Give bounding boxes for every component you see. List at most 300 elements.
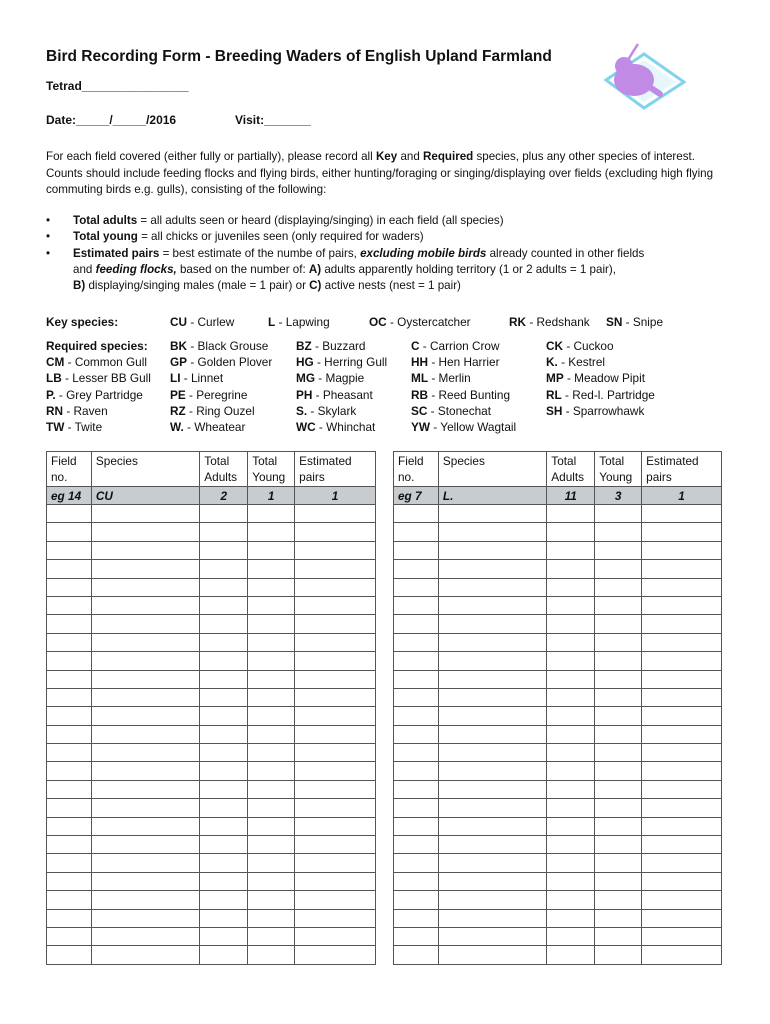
field-no-cell[interactable] xyxy=(47,560,92,578)
total-adults-cell[interactable] xyxy=(200,523,248,541)
total-young-cell[interactable] xyxy=(248,596,295,614)
total-young-cell[interactable] xyxy=(595,505,642,523)
total-adults-cell[interactable] xyxy=(200,872,248,890)
field-no-cell[interactable] xyxy=(394,615,439,633)
table-row xyxy=(47,817,376,835)
total-young-cell[interactable] xyxy=(248,578,295,596)
species-cell[interactable] xyxy=(91,707,199,725)
estimated-pairs-cell[interactable] xyxy=(642,560,722,578)
field-no-cell[interactable] xyxy=(47,505,92,523)
species-cell[interactable] xyxy=(91,652,199,670)
field-no-cell[interactable] xyxy=(394,780,439,798)
total-young-cell[interactable] xyxy=(248,541,295,559)
table-row xyxy=(47,744,376,762)
species-cell[interactable] xyxy=(438,707,546,725)
field-no-cell[interactable] xyxy=(394,872,439,890)
total-young-cell[interactable] xyxy=(595,578,642,596)
species-cell[interactable] xyxy=(91,872,199,890)
total-young-cell[interactable] xyxy=(248,780,295,798)
total-adults-cell[interactable] xyxy=(200,670,248,688)
species-cell[interactable] xyxy=(438,725,546,743)
estimated-pairs-cell[interactable] xyxy=(295,652,376,670)
species-cell[interactable] xyxy=(91,541,199,559)
estimated-pairs-cell[interactable] xyxy=(295,909,376,927)
total-young-cell[interactable] xyxy=(595,560,642,578)
estimated-pairs-cell[interactable] xyxy=(295,578,376,596)
species-cell[interactable] xyxy=(91,560,199,578)
estimated-pairs-cell[interactable] xyxy=(642,578,722,596)
estimated-pairs-cell[interactable] xyxy=(642,817,722,835)
visit-field[interactable]: Visit:_______ xyxy=(235,113,311,127)
species-cell[interactable] xyxy=(91,725,199,743)
table-row xyxy=(394,615,722,633)
total-adults-cell[interactable] xyxy=(547,744,595,762)
species-cell[interactable] xyxy=(438,836,546,854)
total-young-cell[interactable] xyxy=(595,541,642,559)
field-no-cell[interactable] xyxy=(47,744,92,762)
instructions-list xyxy=(46,213,736,294)
species-cell[interactable] xyxy=(438,633,546,651)
species-cell[interactable] xyxy=(91,780,199,798)
species-cell[interactable] xyxy=(91,523,199,541)
estimated-pairs-cell[interactable] xyxy=(295,744,376,762)
total-young-cell[interactable] xyxy=(248,817,295,835)
total-adults-cell[interactable] xyxy=(200,578,248,596)
total-young-cell[interactable] xyxy=(248,946,295,964)
estimated-pairs-cell[interactable] xyxy=(642,872,722,890)
species-cell[interactable] xyxy=(438,909,546,927)
total-adults-cell[interactable] xyxy=(547,523,595,541)
table-row xyxy=(47,596,376,614)
species-cell[interactable] xyxy=(438,505,546,523)
estimated-pairs-cell[interactable] xyxy=(642,780,722,798)
total-young-cell[interactable] xyxy=(248,799,295,817)
species-cell[interactable] xyxy=(91,799,199,817)
estimated-pairs-cell[interactable] xyxy=(295,836,376,854)
table-row xyxy=(47,523,376,541)
field-no-cell[interactable] xyxy=(394,817,439,835)
total-adults-cell[interactable] xyxy=(547,707,595,725)
species-cell[interactable] xyxy=(438,523,546,541)
total-young-cell[interactable] xyxy=(248,670,295,688)
species-cell[interactable] xyxy=(438,652,546,670)
estimated-pairs-cell[interactable] xyxy=(295,670,376,688)
species-cell[interactable] xyxy=(438,872,546,890)
header-total-young: Total Young xyxy=(248,452,295,487)
total-adults-cell[interactable] xyxy=(547,762,595,780)
total-adults-cell[interactable] xyxy=(547,670,595,688)
species-cell[interactable] xyxy=(438,560,546,578)
total-adults-cell[interactable] xyxy=(547,652,595,670)
total-adults-cell[interactable] xyxy=(547,927,595,945)
total-adults-cell[interactable] xyxy=(547,596,595,614)
estimated-pairs-cell[interactable] xyxy=(295,799,376,817)
field-no-cell[interactable] xyxy=(394,670,439,688)
field-no-cell[interactable] xyxy=(47,523,92,541)
total-adults-cell[interactable] xyxy=(200,854,248,872)
species-cell[interactable] xyxy=(438,578,546,596)
example-species: CU xyxy=(91,487,199,505)
estimated-pairs-cell[interactable] xyxy=(295,596,376,614)
estimated-pairs-cell[interactable] xyxy=(295,780,376,798)
table-row xyxy=(394,909,722,927)
table-row xyxy=(394,688,722,706)
total-young-cell[interactable] xyxy=(595,523,642,541)
total-young-cell[interactable] xyxy=(248,615,295,633)
species-cell[interactable] xyxy=(91,854,199,872)
estimated-pairs-cell[interactable] xyxy=(295,541,376,559)
total-young-cell[interactable] xyxy=(595,762,642,780)
field-no-cell[interactable] xyxy=(394,744,439,762)
total-young-cell[interactable] xyxy=(595,909,642,927)
estimated-pairs-cell[interactable] xyxy=(295,633,376,651)
total-adults-cell[interactable] xyxy=(200,505,248,523)
field-no-cell[interactable] xyxy=(47,707,92,725)
field-no-cell[interactable] xyxy=(47,615,92,633)
field-no-cell[interactable] xyxy=(47,909,92,927)
field-no-cell[interactable] xyxy=(394,909,439,927)
total-adults-cell[interactable] xyxy=(547,854,595,872)
species-cell[interactable] xyxy=(91,744,199,762)
required-species-col2: BK - Black Grouse GP - Golden Plover LI - Linnet PE - Peregrine RZ - Ring Ouzel W. - Wheatear xyxy=(170,339,273,435)
field-no-cell[interactable] xyxy=(394,799,439,817)
field-no-cell[interactable] xyxy=(47,780,92,798)
estimated-pairs-cell[interactable] xyxy=(642,909,722,927)
total-young-cell[interactable] xyxy=(248,688,295,706)
total-young-cell[interactable] xyxy=(248,505,295,523)
total-adults-cell[interactable] xyxy=(200,744,248,762)
field-no-cell[interactable] xyxy=(394,652,439,670)
field-no-cell[interactable] xyxy=(47,541,92,559)
total-adults-cell[interactable] xyxy=(547,505,595,523)
table-header-row xyxy=(47,452,376,487)
table-row xyxy=(47,891,376,909)
total-young-cell[interactable] xyxy=(595,725,642,743)
key-species-curlew: CU - Curlew xyxy=(170,315,235,329)
field-no-cell[interactable] xyxy=(47,725,92,743)
total-young-cell[interactable] xyxy=(248,652,295,670)
table-row xyxy=(47,909,376,927)
table-row xyxy=(47,688,376,706)
estimated-pairs-cell[interactable] xyxy=(642,615,722,633)
total-adults-cell[interactable] xyxy=(547,615,595,633)
field-no-cell[interactable] xyxy=(47,633,92,651)
estimated-pairs-cell[interactable] xyxy=(642,725,722,743)
species-cell[interactable] xyxy=(438,799,546,817)
field-no-cell[interactable] xyxy=(47,762,92,780)
estimated-pairs-cell[interactable] xyxy=(642,633,722,651)
species-cell[interactable] xyxy=(438,670,546,688)
total-young-cell[interactable] xyxy=(595,596,642,614)
field-no-cell[interactable] xyxy=(394,505,439,523)
field-no-cell[interactable] xyxy=(47,652,92,670)
total-adults-cell[interactable] xyxy=(547,799,595,817)
field-no-cell[interactable] xyxy=(394,596,439,614)
total-adults-cell[interactable] xyxy=(200,946,248,964)
field-no-cell[interactable] xyxy=(47,927,92,945)
total-young-cell[interactable] xyxy=(595,872,642,890)
total-adults-cell[interactable] xyxy=(547,688,595,706)
field-no-cell[interactable] xyxy=(394,523,439,541)
total-adults-cell[interactable] xyxy=(547,560,595,578)
total-adults-cell[interactable] xyxy=(200,707,248,725)
total-adults-cell[interactable] xyxy=(547,891,595,909)
key-species-snipe: SN - Snipe xyxy=(606,315,664,329)
species-cell[interactable] xyxy=(91,762,199,780)
example-row xyxy=(394,487,722,505)
total-adults-cell[interactable] xyxy=(200,615,248,633)
field-no-cell[interactable] xyxy=(394,836,439,854)
total-adults-cell[interactable] xyxy=(200,762,248,780)
estimated-pairs-cell[interactable] xyxy=(642,652,722,670)
table-row xyxy=(47,872,376,890)
species-cell[interactable] xyxy=(438,596,546,614)
estimated-pairs-cell[interactable] xyxy=(295,854,376,872)
header-field-no: Field no. xyxy=(394,452,439,487)
species-cell[interactable] xyxy=(438,762,546,780)
total-young-cell[interactable] xyxy=(595,744,642,762)
total-adults-cell[interactable] xyxy=(547,541,595,559)
estimated-pairs-cell[interactable] xyxy=(642,927,722,945)
required-species-col3: BZ - Buzzard HG - Herring Gull MG - Magpie PH - Pheasant S. - Skylark WC - Whinchat xyxy=(296,339,388,435)
field-no-cell[interactable] xyxy=(394,891,439,909)
total-adults-cell[interactable] xyxy=(547,817,595,835)
total-young-cell[interactable] xyxy=(595,891,642,909)
field-no-cell[interactable] xyxy=(394,762,439,780)
estimated-pairs-cell[interactable] xyxy=(295,762,376,780)
table-row xyxy=(394,633,722,651)
total-young-cell[interactable] xyxy=(595,652,642,670)
field-no-cell[interactable] xyxy=(394,560,439,578)
estimated-pairs-cell[interactable] xyxy=(642,707,722,725)
total-adults-cell[interactable] xyxy=(547,946,595,964)
total-adults-cell[interactable] xyxy=(200,688,248,706)
total-adults-cell[interactable] xyxy=(200,541,248,559)
header-field-no: Field no. xyxy=(47,452,92,487)
total-young-cell[interactable] xyxy=(595,799,642,817)
field-no-cell[interactable] xyxy=(394,541,439,559)
total-young-cell[interactable] xyxy=(595,946,642,964)
total-adults-cell[interactable] xyxy=(200,799,248,817)
species-cell[interactable] xyxy=(438,541,546,559)
example-field: eg 7 xyxy=(394,487,439,505)
estimated-pairs-cell[interactable] xyxy=(642,541,722,559)
field-no-cell[interactable] xyxy=(394,725,439,743)
species-cell[interactable] xyxy=(438,946,546,964)
field-no-cell[interactable] xyxy=(47,872,92,890)
species-cell[interactable] xyxy=(91,927,199,945)
estimated-pairs-cell[interactable] xyxy=(295,946,376,964)
table-row xyxy=(394,817,722,835)
total-young-cell[interactable] xyxy=(595,817,642,835)
table-row xyxy=(394,744,722,762)
total-adults-cell[interactable] xyxy=(200,596,248,614)
estimated-pairs-cell[interactable] xyxy=(642,596,722,614)
table-row xyxy=(47,854,376,872)
estimated-pairs-cell[interactable] xyxy=(642,744,722,762)
total-young-cell[interactable] xyxy=(248,707,295,725)
estimated-pairs-cell[interactable] xyxy=(642,946,722,964)
field-no-cell[interactable] xyxy=(47,670,92,688)
total-young-cell[interactable] xyxy=(595,707,642,725)
total-adults-cell[interactable] xyxy=(200,817,248,835)
table-header-row xyxy=(394,452,722,487)
field-no-cell[interactable] xyxy=(394,927,439,945)
estimated-pairs-cell[interactable] xyxy=(295,615,376,633)
total-young-cell[interactable] xyxy=(595,854,642,872)
estimated-pairs-cell[interactable] xyxy=(295,725,376,743)
species-cell[interactable] xyxy=(438,817,546,835)
species-cell[interactable] xyxy=(438,688,546,706)
total-young-cell[interactable] xyxy=(248,872,295,890)
estimated-pairs-cell[interactable] xyxy=(642,505,722,523)
field-no-cell[interactable] xyxy=(47,578,92,596)
table-row xyxy=(394,762,722,780)
table-row xyxy=(47,836,376,854)
total-young-cell[interactable] xyxy=(248,725,295,743)
estimated-pairs-cell[interactable] xyxy=(295,891,376,909)
total-young-cell[interactable] xyxy=(248,891,295,909)
total-young-cell[interactable] xyxy=(595,927,642,945)
bullet-estimated-pairs-cont2: B) displaying/singing males (male = 1 pair) or C) active nests (nest = 1 pair) xyxy=(73,279,461,293)
bullet-estimated-pairs: • Estimated pairs = best estimate of the numbe of pairs, excluding mobile birds already counted in other fields xyxy=(46,246,645,260)
estimated-pairs-cell[interactable] xyxy=(295,872,376,890)
total-young-cell[interactable] xyxy=(248,927,295,945)
species-cell[interactable] xyxy=(91,891,199,909)
total-young-cell[interactable] xyxy=(248,854,295,872)
table-row xyxy=(47,946,376,964)
total-adults-cell[interactable] xyxy=(200,909,248,927)
estimated-pairs-cell[interactable] xyxy=(295,523,376,541)
estimated-pairs-cell[interactable] xyxy=(295,927,376,945)
total-young-cell[interactable] xyxy=(595,633,642,651)
species-cell[interactable] xyxy=(438,780,546,798)
estimated-pairs-cell[interactable] xyxy=(642,799,722,817)
field-no-cell[interactable] xyxy=(47,596,92,614)
field-no-cell[interactable] xyxy=(47,799,92,817)
tetrad-field[interactable]: Tetrad________________ xyxy=(46,79,189,93)
total-adults-cell[interactable] xyxy=(200,891,248,909)
total-adults-cell[interactable] xyxy=(200,633,248,651)
total-adults-cell[interactable] xyxy=(200,725,248,743)
total-young-cell[interactable] xyxy=(248,523,295,541)
species-cell[interactable] xyxy=(91,633,199,651)
total-young-cell[interactable] xyxy=(595,670,642,688)
total-adults-cell[interactable] xyxy=(200,927,248,945)
total-young-cell[interactable] xyxy=(248,762,295,780)
table-row xyxy=(394,891,722,909)
key-species-oystercatcher: OC - Oystercatcher xyxy=(369,315,471,329)
table-row xyxy=(394,560,722,578)
total-young-cell[interactable] xyxy=(248,836,295,854)
estimated-pairs-cell[interactable] xyxy=(642,891,722,909)
estimated-pairs-cell[interactable] xyxy=(642,854,722,872)
total-young-cell[interactable] xyxy=(595,780,642,798)
estimated-pairs-cell[interactable] xyxy=(295,707,376,725)
field-no-cell[interactable] xyxy=(394,946,439,964)
table-row xyxy=(394,927,722,945)
field-no-cell[interactable] xyxy=(47,817,92,835)
bullet-total-young: • Total young = all chicks or juveniles seen (only required for waders) xyxy=(46,230,424,244)
total-young-cell[interactable] xyxy=(595,836,642,854)
field-no-cell[interactable] xyxy=(47,946,92,964)
species-cell[interactable] xyxy=(438,927,546,945)
required-species-col4: C - Carrion Crow HH - Hen Harrier ML - Merlin RB - Reed Bunting SC - Stonechat YW - Yellow Wagtail xyxy=(411,339,517,435)
species-cell[interactable] xyxy=(91,817,199,835)
species-cell[interactable] xyxy=(91,688,199,706)
field-no-cell[interactable] xyxy=(394,578,439,596)
field-no-cell[interactable] xyxy=(47,836,92,854)
estimated-pairs-cell[interactable] xyxy=(295,505,376,523)
date-field[interactable]: Date:_____/_____/2016 xyxy=(46,113,177,127)
estimated-pairs-cell[interactable] xyxy=(295,688,376,706)
species-cell[interactable] xyxy=(438,615,546,633)
field-no-cell[interactable] xyxy=(394,688,439,706)
estimated-pairs-cell[interactable] xyxy=(642,688,722,706)
estimated-pairs-cell[interactable] xyxy=(642,670,722,688)
estimated-pairs-cell[interactable] xyxy=(295,817,376,835)
recording-table-left xyxy=(46,451,376,965)
field-no-cell[interactable] xyxy=(47,688,92,706)
total-young-cell[interactable] xyxy=(595,615,642,633)
total-adults-cell[interactable] xyxy=(200,652,248,670)
species-cell[interactable] xyxy=(91,909,199,927)
field-no-cell[interactable] xyxy=(394,633,439,651)
field-no-cell[interactable] xyxy=(47,891,92,909)
field-no-cell[interactable] xyxy=(47,854,92,872)
total-adults-cell[interactable] xyxy=(547,780,595,798)
species-cell[interactable] xyxy=(91,578,199,596)
total-adults-cell[interactable] xyxy=(547,578,595,596)
total-adults-cell[interactable] xyxy=(547,909,595,927)
total-adults-cell[interactable] xyxy=(547,725,595,743)
total-adults-cell[interactable] xyxy=(547,872,595,890)
table-row xyxy=(47,652,376,670)
table-row xyxy=(47,670,376,688)
estimated-pairs-cell[interactable] xyxy=(295,560,376,578)
table-row xyxy=(394,578,722,596)
total-adults-cell[interactable] xyxy=(547,633,595,651)
species-cell[interactable] xyxy=(438,854,546,872)
total-adults-cell[interactable] xyxy=(200,836,248,854)
example-field: eg 14 xyxy=(47,487,92,505)
total-young-cell[interactable] xyxy=(248,633,295,651)
field-no-cell[interactable] xyxy=(394,854,439,872)
estimated-pairs-cell[interactable] xyxy=(642,523,722,541)
species-cell[interactable] xyxy=(91,836,199,854)
total-young-cell[interactable] xyxy=(248,744,295,762)
total-adults-cell[interactable] xyxy=(547,836,595,854)
total-young-cell[interactable] xyxy=(595,688,642,706)
estimated-pairs-cell[interactable] xyxy=(642,836,722,854)
species-cell[interactable] xyxy=(91,615,199,633)
species-cell[interactable] xyxy=(91,946,199,964)
required-species-col1: Required species: CM - Common Gull LB - Lesser BB Gull P. - Grey Partridge RN - Raven TW - Twite xyxy=(46,339,151,435)
total-adults-cell[interactable] xyxy=(200,780,248,798)
species-cell[interactable] xyxy=(91,505,199,523)
total-young-cell[interactable] xyxy=(248,909,295,927)
total-young-cell[interactable] xyxy=(248,560,295,578)
species-cell[interactable] xyxy=(91,670,199,688)
field-no-cell[interactable] xyxy=(394,707,439,725)
species-cell[interactable] xyxy=(91,596,199,614)
estimated-pairs-cell[interactable] xyxy=(642,762,722,780)
table-row xyxy=(47,762,376,780)
species-cell[interactable] xyxy=(438,891,546,909)
table-row xyxy=(394,872,722,890)
species-cell[interactable] xyxy=(438,744,546,762)
total-adults-cell[interactable] xyxy=(200,560,248,578)
